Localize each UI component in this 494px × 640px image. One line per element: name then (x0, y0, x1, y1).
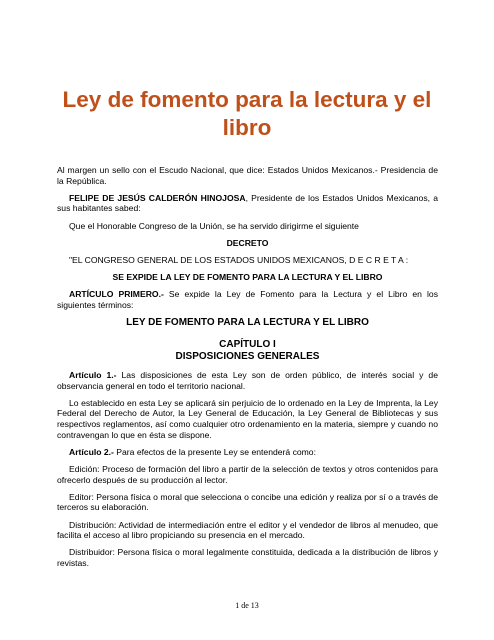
page-number: 1 de 13 (235, 601, 259, 610)
chapter-heading (57, 339, 438, 362)
articulo-primero (57, 289, 438, 310)
articulo-2-label: Artículo 2.- (69, 446, 114, 457)
president-text: , Presidente de los Estados Unidos Mexicanos, a sus habitantes sabed: (57, 192, 438, 214)
articulo-primero-text: Se expide la Ley de Fomento para la Lectura y el Libro en los siguientes términos: (57, 289, 438, 310)
definition-edicion: Edición: Proceso de formación del libro a partir de la selección de textos y otros contenidos para ofrecerlo después de su producción al lector. (57, 464, 438, 485)
articulo-2 (57, 447, 438, 458)
chapter-title: DISPOSICIONES GENERALES (175, 350, 320, 362)
paragraph-establecido: Lo establecido en esta Ley se aplicará sin perjuicio de lo ordenado en la Ley de Imprenta, la Ley Federal del Derecho de Autor, la Ley General de Educación, la Ley General de Bibliotecas y sus respectivos reglamentos, así como cualquier otro ordenamiento en la materia, siempre y cuando no contravengan lo que en ésta se dispone. (57, 397, 438, 440)
president-name: FELIPE DE JESÚS CALDERÓN HINOJOSA (69, 192, 246, 203)
expide-heading: SE EXPIDE LA LEY DE FOMENTO PARA LA LECTURA Y EL LIBRO (112, 272, 383, 283)
document-body (57, 165, 438, 575)
paragraph-congreso: Que el Honorable Congreso de la Unión, se ha servido dirigirme el siguiente (69, 220, 359, 231)
paragraph-decreta: "EL CONGRESO GENERAL DE LOS ESTADOS UNIDOS MEXICANOS, D E C R E T A : (69, 254, 409, 265)
definition-distribucion: Distribución: Actividad de intermediación entre el editor y el vendedor de libros al menudeo, que facilita el acceso al libro propiciando su presencia en el mercado. (57, 519, 438, 541)
chapter-number: CAPÍTULO I (219, 339, 276, 351)
definition-editor: Editor: Persona física o moral que selecciona o concibe una edición y realiza por sí o a través de terceros su elaboración. (57, 491, 438, 513)
articulo-2-text: Para efectos de la presente Ley se entenderá como: (113, 446, 316, 457)
document-title: Ley de fomento para la lectura y el libro (62, 87, 432, 140)
articulo-1-label: Artículo 1.- (69, 370, 117, 381)
articulo-1-text: Las disposiciones de esta Ley son de orden público, de interés social y de observancia general en todo el territorio nacional. (57, 370, 438, 391)
paragraph-presidente (57, 193, 438, 214)
definition-distribuidor: Distribuidor: Persona física o moral legalmente constituida, dedicada a la distribución de libros y revistas. (57, 547, 438, 568)
paragraph-sello: Al margen un sello con el Escudo Nacional, que dice: Estados Unidos Mexicanos.- Presidencia de la República. (57, 165, 438, 186)
ley-heading: LEY DE FOMENTO PARA LA LECTURA Y EL LIBRO (126, 317, 369, 329)
articulo-primero-label: ARTÍCULO PRIMERO.- (69, 289, 164, 300)
articulo-1 (57, 370, 438, 391)
decreto-heading: DECRETO (226, 237, 269, 248)
